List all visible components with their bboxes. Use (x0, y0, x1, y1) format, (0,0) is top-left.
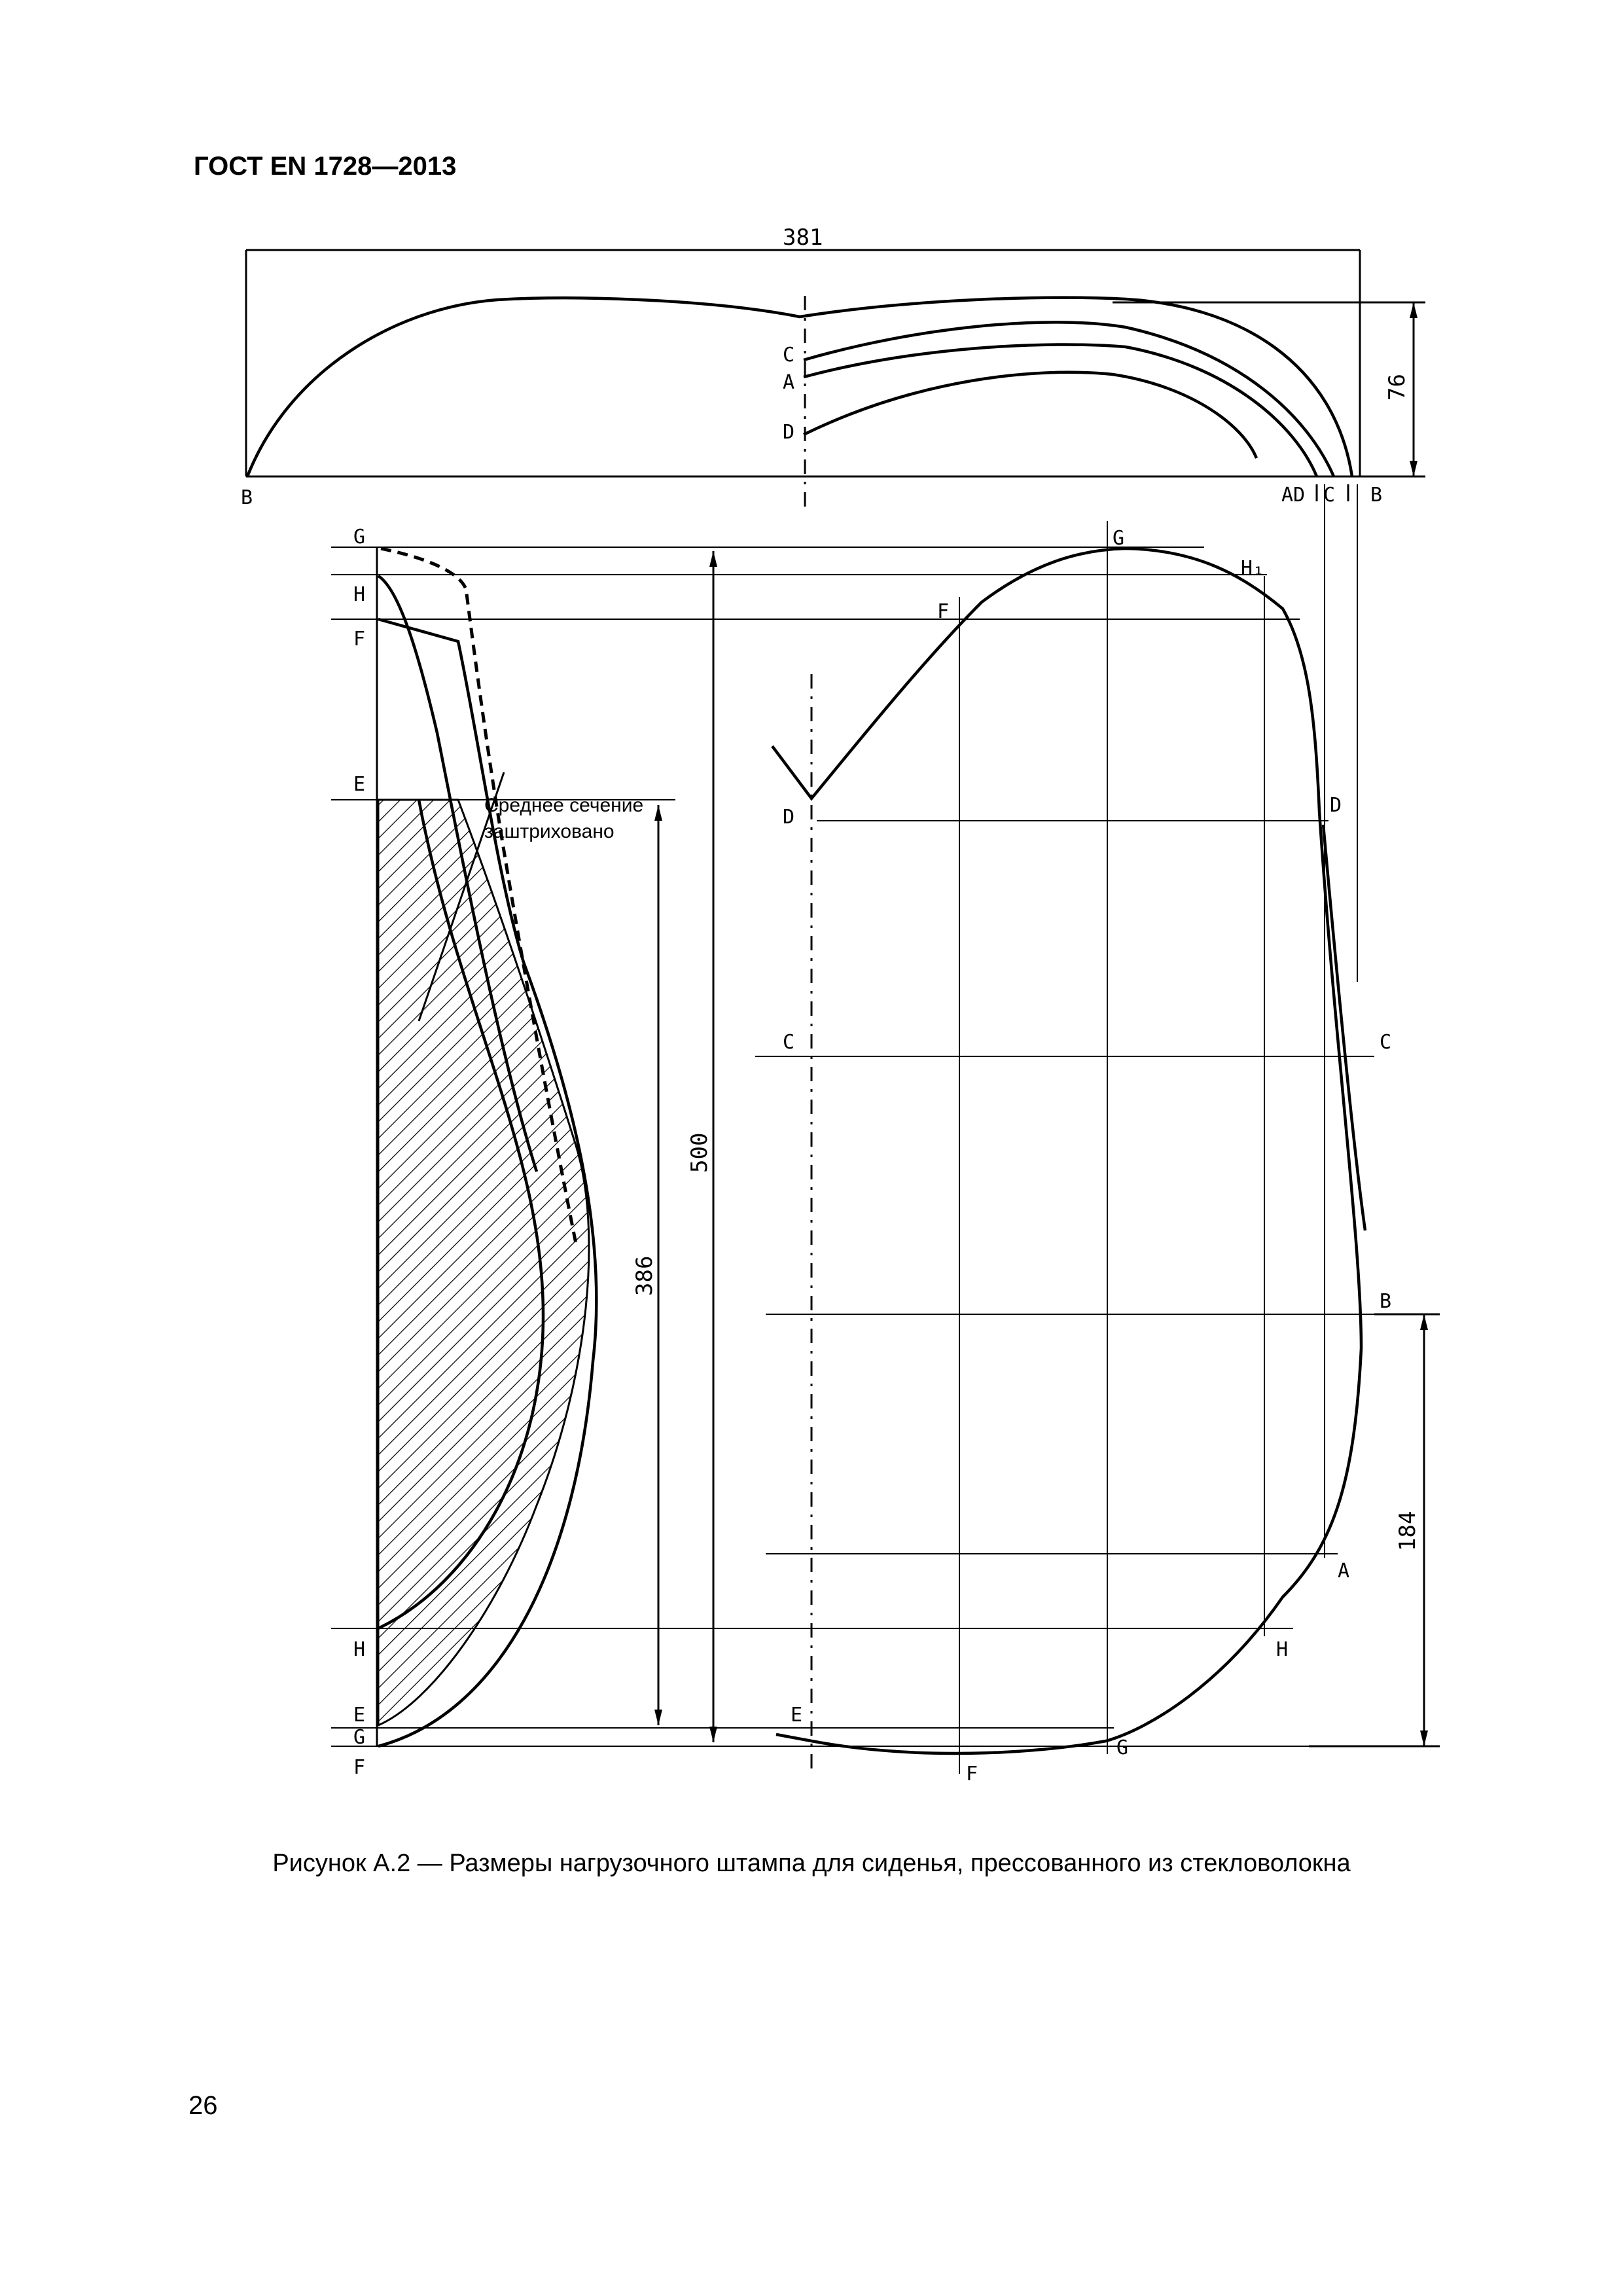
label-g-side-top: G (353, 526, 366, 548)
label-f-front-bottom: F (966, 1763, 978, 1785)
label-b-front: B (1380, 1290, 1392, 1313)
label-ad-top: AD (1281, 484, 1306, 507)
label-f-side-bottom: F (353, 1756, 366, 1779)
note-line-2: заштриховано (484, 821, 615, 842)
side-view (331, 526, 1428, 1779)
dimension-76-label: 76 (1384, 374, 1410, 401)
dimension-184-label: 184 (1395, 1511, 1421, 1551)
top-view-contour-a (804, 344, 1317, 476)
top-view-contour-d (804, 372, 1257, 458)
front-view (755, 484, 1440, 1785)
label-d-front-right: D (1330, 794, 1342, 817)
top-view-outer-contour-b (247, 298, 1352, 476)
document-header: ГОСТ EN 1728—2013 (194, 152, 457, 181)
label-b-left: B (241, 486, 253, 509)
label-e-side: E (353, 773, 366, 796)
label-a-front: A (1338, 1560, 1350, 1583)
page-number: 26 (188, 2091, 218, 2120)
label-a-top: A (783, 371, 795, 394)
top-view (241, 224, 1425, 511)
label-d-front-left: D (783, 806, 795, 829)
label-h-front-bottom: H (1276, 1638, 1289, 1661)
front-view-side-contour (1323, 825, 1365, 1230)
label-g-front-top: G (1113, 527, 1125, 550)
label-c-top: C (783, 344, 795, 367)
label-g-side-bottom: G (353, 1726, 366, 1749)
label-g-front-bottom: G (1116, 1736, 1129, 1759)
front-view-outer-contour (772, 548, 1361, 1753)
dimension-500-label: 500 (687, 1132, 713, 1173)
label-b-top-right: B (1370, 484, 1383, 507)
label-c-front-left: C (783, 1031, 795, 1054)
label-c-top-right: C (1323, 484, 1336, 507)
label-f-side-top: F (353, 628, 366, 651)
label-e-side-bottom: E (353, 1704, 366, 1727)
hatched-middle-section (378, 800, 589, 1725)
label-f-front-top: F (937, 600, 950, 623)
label-h-side-top: H (353, 583, 366, 606)
label-d-top: D (783, 421, 795, 444)
figure-caption: Рисунок А.2 — Размеры нагрузочного штампа для сиденья, прессованного из стекловолокна (272, 1850, 1351, 1877)
dimension-386-label: 386 (632, 1255, 658, 1296)
label-e-front-bottom: E (791, 1704, 803, 1727)
note-line-1: Среднее сечение (484, 795, 644, 816)
label-h-side-bottom: H (353, 1638, 366, 1661)
label-h1-front: H₁ (1241, 557, 1265, 580)
dimension-381-label: 381 (783, 224, 823, 251)
label-c-front-right: C (1380, 1031, 1392, 1054)
